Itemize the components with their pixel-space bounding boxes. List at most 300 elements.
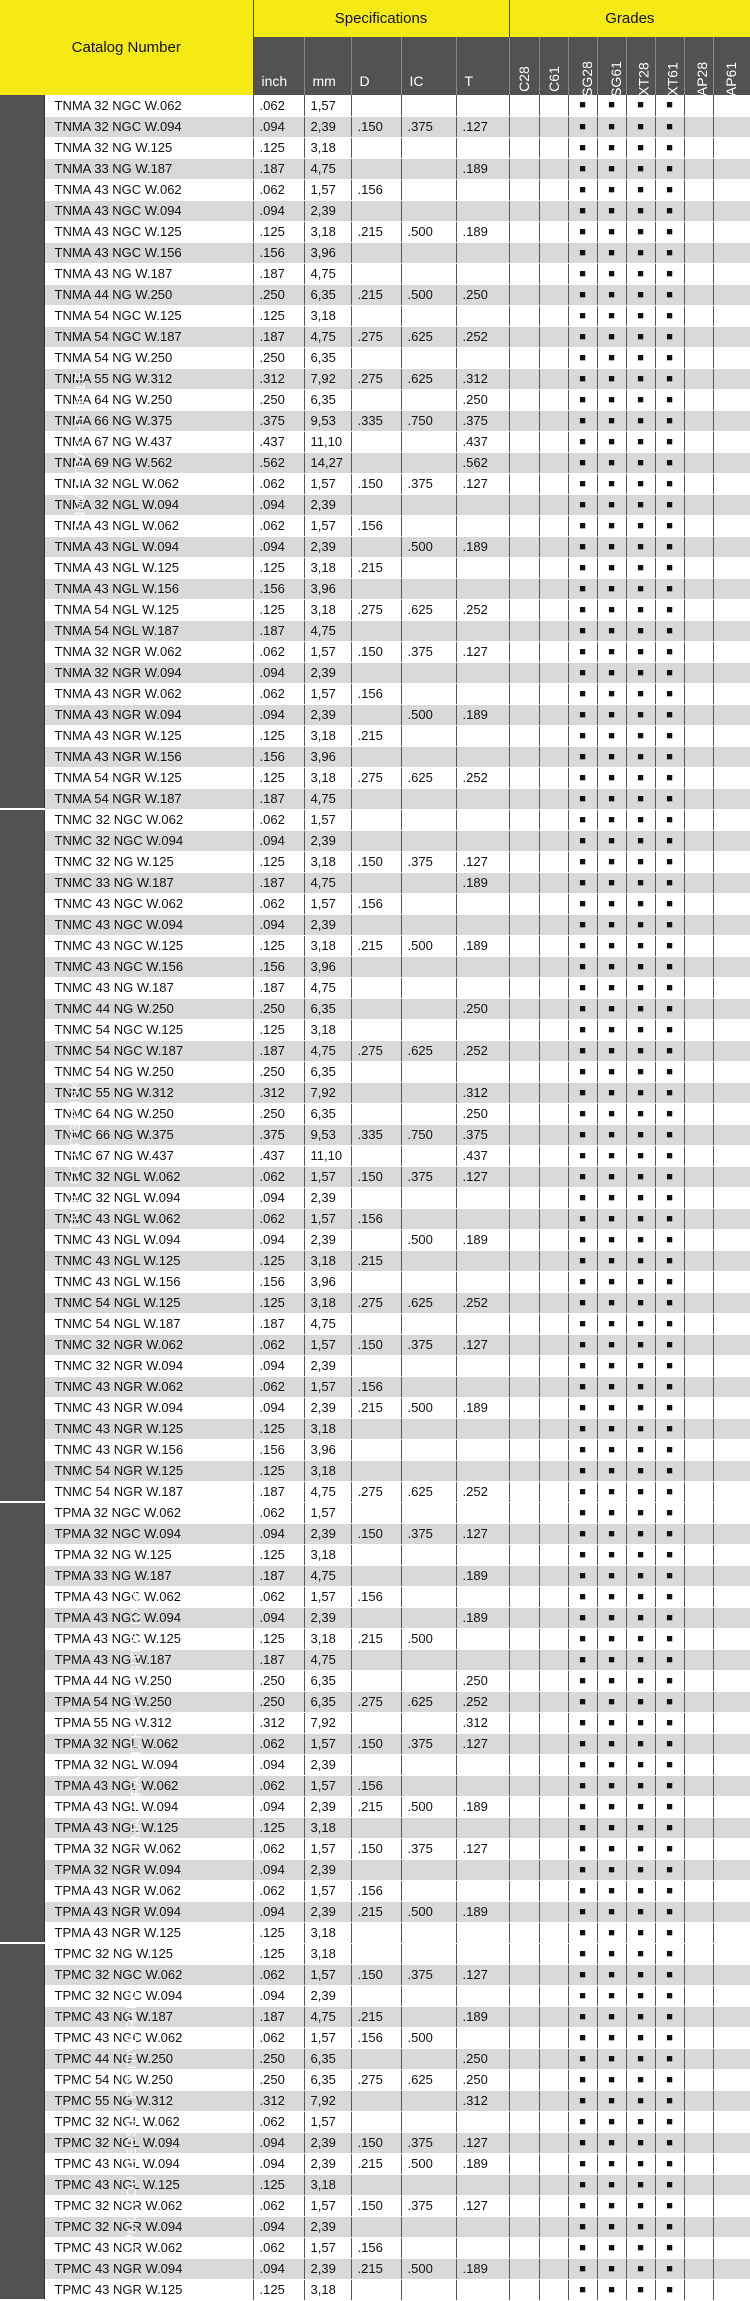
grade-mark-cell — [539, 1859, 568, 1880]
grade-mark-cell: ■ — [626, 2258, 655, 2279]
inch-cell: .094 — [253, 2132, 304, 2153]
grade-mark-cell: ■ — [568, 179, 597, 200]
ic-cell — [401, 2090, 456, 2111]
table-row — [0, 1754, 750, 1775]
ic-cell — [401, 956, 456, 977]
t-cell: .312 — [456, 1712, 509, 1733]
grade-mark-cell: ■ — [626, 599, 655, 620]
grade-mark-cell — [713, 830, 750, 851]
grade-mark-cell: ■ — [626, 830, 655, 851]
grade-mark-cell: ■ — [568, 914, 597, 935]
grade-mark-cell — [684, 1880, 713, 1901]
d-cell — [351, 431, 401, 452]
grade-mark-cell: ■ — [655, 1103, 684, 1124]
d-cell — [351, 452, 401, 473]
table-row — [0, 1355, 750, 1376]
grade-mark-cell — [684, 2174, 713, 2195]
table-row — [0, 158, 750, 179]
grade-mark-cell: ■ — [568, 893, 597, 914]
catalog-number-cell: TPMC 43 NG W.187 — [44, 2006, 253, 2027]
grade-mark-cell: ■ — [597, 1019, 626, 1040]
grade-mark-cell: ■ — [655, 1649, 684, 1670]
mm-cell: 6,35 — [304, 1061, 351, 1082]
grade-mark-cell — [539, 389, 568, 410]
grade-mark-cell: ■ — [655, 893, 684, 914]
table-header — [0, 0, 750, 95]
ic-cell — [401, 1082, 456, 1103]
inch-cell: .062 — [253, 683, 304, 704]
grade-mark-cell — [509, 1712, 539, 1733]
d-cell — [351, 2216, 401, 2237]
t-cell: .250 — [456, 2048, 509, 2069]
inch-cell: .187 — [253, 1040, 304, 1061]
t-cell: .250 — [456, 284, 509, 305]
inch-cell: .062 — [253, 1166, 304, 1187]
grade-mark-cell: ■ — [655, 1124, 684, 1145]
ic-cell — [401, 2237, 456, 2258]
catalog-number-cell: TPMA 43 NGC W.062 — [44, 1586, 253, 1607]
table-row — [0, 1838, 750, 1859]
grade-mark-cell — [713, 1355, 750, 1376]
t-cell — [456, 347, 509, 368]
grade-mark-cell — [713, 389, 750, 410]
inch-cell: .187 — [253, 1313, 304, 1334]
inch-cell: .094 — [253, 1859, 304, 1880]
grade-mark-cell: ■ — [655, 1901, 684, 1922]
grade-mark-cell — [509, 1187, 539, 1208]
grade-mark-cell: ■ — [568, 2279, 597, 2300]
grade-mark-cell: ■ — [626, 1187, 655, 1208]
grade-mark-cell — [713, 221, 750, 242]
grade-mark-cell: ■ — [597, 2237, 626, 2258]
catalog-number-cell: TPMC 43 NGR W.062 — [44, 2237, 253, 2258]
mm-cell: 1,57 — [304, 1880, 351, 1901]
grade-mark-cell — [539, 2174, 568, 2195]
grade-mark-cell: ■ — [655, 872, 684, 893]
grade-col-label: C28 — [516, 66, 533, 92]
t-cell — [456, 494, 509, 515]
grade-mark-cell — [713, 1838, 750, 1859]
grade-mark-cell: ■ — [568, 1208, 597, 1229]
grade-mark-cell: ■ — [655, 2174, 684, 2195]
d-cell — [351, 2090, 401, 2111]
table-row — [0, 1292, 750, 1313]
grade-mark-cell — [713, 1964, 750, 1985]
grade-mark-cell: ■ — [626, 305, 655, 326]
d-cell: .275 — [351, 2069, 401, 2090]
t-cell — [456, 746, 509, 767]
ic-cell — [401, 788, 456, 809]
table-row — [0, 284, 750, 305]
grade-mark-cell — [509, 1754, 539, 1775]
grade-mark-cell — [713, 1817, 750, 1838]
grade-mark-cell: ■ — [597, 830, 626, 851]
grade-mark-cell — [539, 1439, 568, 1460]
grade-mark-cell — [713, 1523, 750, 1544]
grade-mark-cell — [713, 116, 750, 137]
grade-mark-cell: ■ — [626, 242, 655, 263]
catalog-number-cell: TPMA 43 NG W.187 — [44, 1649, 253, 1670]
inch-cell: .125 — [253, 1544, 304, 1565]
grade-mark-cell — [684, 746, 713, 767]
grade-mark-cell — [713, 1292, 750, 1313]
catalog-number-cell: TNMC 54 NGL W.187 — [44, 1313, 253, 1334]
t-cell — [456, 1376, 509, 1397]
grade-mark-cell — [539, 1187, 568, 1208]
grade-mark-cell: ■ — [626, 704, 655, 725]
ic-cell — [401, 1649, 456, 1670]
ic-cell — [401, 683, 456, 704]
grade-mark-cell — [509, 431, 539, 452]
grade-mark-cell: ■ — [655, 2258, 684, 2279]
grade-mark-cell: ■ — [568, 767, 597, 788]
grade-mark-cell: ■ — [655, 1418, 684, 1439]
d-cell — [351, 914, 401, 935]
grade-mark-cell: ■ — [655, 1229, 684, 1250]
d-cell: .150 — [351, 2132, 401, 2153]
grade-mark-cell — [713, 515, 750, 536]
grade-mark-cell: ■ — [655, 1376, 684, 1397]
ic-cell — [401, 1817, 456, 1838]
grade-mark-cell: ■ — [597, 704, 626, 725]
grade-mark-cell — [509, 1649, 539, 1670]
d-cell — [351, 1712, 401, 1733]
mm-cell: 3,96 — [304, 242, 351, 263]
grade-mark-cell: ■ — [655, 977, 684, 998]
grade-mark-cell: ■ — [626, 1145, 655, 1166]
grade-mark-cell — [509, 1124, 539, 1145]
grade-mark-cell — [509, 158, 539, 179]
grade-mark-cell: ■ — [568, 1901, 597, 1922]
grade-mark-cell — [509, 347, 539, 368]
grade-mark-cell — [684, 683, 713, 704]
grade-mark-cell: ■ — [597, 1523, 626, 1544]
t-cell — [456, 1460, 509, 1481]
catalog-number-cell: TNMC 43 NGL W.125 — [44, 1250, 253, 1271]
mm-cell: 3,96 — [304, 578, 351, 599]
grade-mark-cell — [684, 1313, 713, 1334]
grade-mark-cell: ■ — [597, 599, 626, 620]
t-cell: .250 — [456, 389, 509, 410]
grade-mark-cell: ■ — [568, 305, 597, 326]
catalog-number-cell: TPMA 32 NGL W.094 — [44, 1754, 253, 1775]
grade-mark-cell: ■ — [597, 305, 626, 326]
d-cell — [351, 2111, 401, 2132]
inch-cell: .187 — [253, 158, 304, 179]
d-cell — [351, 1019, 401, 1040]
t-cell: .252 — [456, 326, 509, 347]
d-cell: .156 — [351, 893, 401, 914]
t-cell: .127 — [456, 1334, 509, 1355]
grade-mark-cell: ■ — [655, 1250, 684, 1271]
grade-col-label: XT61 — [664, 62, 681, 96]
ic-cell: .375 — [401, 1964, 456, 1985]
grade-mark-cell — [684, 641, 713, 662]
inch-cell: .062 — [253, 1733, 304, 1754]
catalog-number-cell: TNMC 54 NGR W.125 — [44, 1460, 253, 1481]
grade-mark-cell: ■ — [655, 1040, 684, 1061]
mm-cell: 4,75 — [304, 1040, 351, 1061]
grade-mark-cell — [713, 1250, 750, 1271]
grade-mark-cell: ■ — [655, 830, 684, 851]
inch-cell: .125 — [253, 1418, 304, 1439]
ic-cell: .625 — [401, 1040, 456, 1061]
mm-cell: 7,92 — [304, 2090, 351, 2111]
grade-mark-cell — [713, 1943, 750, 1964]
grade-mark-cell: ■ — [597, 1313, 626, 1334]
grade-mark-cell — [684, 2111, 713, 2132]
grade-mark-cell: ■ — [655, 1082, 684, 1103]
grade-mark-cell — [713, 683, 750, 704]
t-cell: .189 — [456, 1901, 509, 1922]
grade-mark-cell: ■ — [597, 326, 626, 347]
grade-mark-cell: ■ — [597, 1208, 626, 1229]
grade-mark-cell: ■ — [568, 683, 597, 704]
mm-cell: 1,57 — [304, 179, 351, 200]
grade-mark-cell — [684, 284, 713, 305]
grade-mark-cell: ■ — [655, 2069, 684, 2090]
grade-mark-cell — [509, 599, 539, 620]
grade-mark-cell — [684, 452, 713, 473]
grade-mark-cell: ■ — [597, 1607, 626, 1628]
d-cell: .150 — [351, 1334, 401, 1355]
grade-mark-cell: ■ — [597, 578, 626, 599]
grade-mark-cell: ■ — [626, 536, 655, 557]
catalog-number-cell: TNMA 43 NGL W.156 — [44, 578, 253, 599]
grade-mark-cell: ■ — [568, 2006, 597, 2027]
ic-cell — [401, 2216, 456, 2237]
inch-cell: .094 — [253, 200, 304, 221]
grade-mark-cell: ■ — [626, 1985, 655, 2006]
catalog-number-cell: TPMA 33 NG W.187 — [44, 1565, 253, 1586]
grade-mark-cell — [539, 1397, 568, 1418]
t-cell: .127 — [456, 1838, 509, 1859]
ic-cell — [401, 746, 456, 767]
grade-mark-cell — [684, 1040, 713, 1061]
inch-cell: .062 — [253, 1838, 304, 1859]
grade-mark-cell: ■ — [568, 1565, 597, 1586]
mm-cell: 11,10 — [304, 1145, 351, 1166]
grade-col-header — [509, 37, 539, 95]
ic-cell — [401, 1061, 456, 1082]
grade-mark-cell: ■ — [626, 368, 655, 389]
grade-mark-cell: ■ — [568, 2174, 597, 2195]
grade-mark-cell — [684, 1691, 713, 1712]
grade-mark-cell: ■ — [568, 1859, 597, 1880]
t-cell: .312 — [456, 368, 509, 389]
inch-cell: .062 — [253, 515, 304, 536]
grade-mark-cell — [684, 1124, 713, 1145]
d-cell — [351, 998, 401, 1019]
inch-cell: .062 — [253, 893, 304, 914]
grade-mark-cell — [684, 1628, 713, 1649]
ic-cell: .375 — [401, 1523, 456, 1544]
grade-mark-cell: ■ — [655, 620, 684, 641]
grade-mark-cell — [509, 452, 539, 473]
grade-mark-cell: ■ — [597, 2216, 626, 2237]
t-cell: .252 — [456, 1040, 509, 1061]
t-cell: .127 — [456, 2132, 509, 2153]
table-row — [0, 1502, 750, 1523]
grade-mark-cell: ■ — [597, 1061, 626, 1082]
grade-mark-cell — [509, 662, 539, 683]
grade-mark-cell — [684, 956, 713, 977]
inch-cell: .156 — [253, 242, 304, 263]
catalog-number-cell: TPMA 43 NGC W.125 — [44, 1628, 253, 1649]
mm-cell: 3,18 — [304, 2174, 351, 2195]
d-cell — [351, 263, 401, 284]
grade-mark-cell — [509, 1355, 539, 1376]
grade-mark-cell — [684, 893, 713, 914]
grade-mark-cell — [539, 2153, 568, 2174]
inch-cell: .094 — [253, 116, 304, 137]
grade-mark-cell — [509, 137, 539, 158]
grade-mark-cell: ■ — [597, 1922, 626, 1943]
grade-mark-cell: ■ — [597, 1229, 626, 1250]
catalog-number-cell: TNMC 32 NGC W.094 — [44, 830, 253, 851]
grade-mark-cell — [684, 1901, 713, 1922]
grade-mark-cell — [713, 1313, 750, 1334]
grade-mark-cell — [509, 746, 539, 767]
ic-cell: .625 — [401, 326, 456, 347]
grade-mark-cell: ■ — [568, 2090, 597, 2111]
grade-mark-cell: ■ — [597, 2048, 626, 2069]
grade-mark-cell — [713, 1733, 750, 1754]
d-cell — [351, 494, 401, 515]
grade-mark-cell: ■ — [568, 263, 597, 284]
catalog-number-cell: TNMA 54 NGL W.125 — [44, 599, 253, 620]
table-row — [0, 2153, 750, 2174]
grade-mark-cell: ■ — [568, 1313, 597, 1334]
t-cell — [456, 2111, 509, 2132]
table-row — [0, 2216, 750, 2237]
grade-mark-cell — [713, 1397, 750, 1418]
grade-mark-cell: ■ — [568, 1460, 597, 1481]
mm-cell: 1,57 — [304, 473, 351, 494]
grade-mark-cell — [684, 1502, 713, 1523]
grade-mark-cell: ■ — [655, 809, 684, 830]
catalog-number-cell: TNMC 54 NGR W.187 — [44, 1481, 253, 1502]
section-label: TPMC COUNTERSINK POSITIVE RAKE — [122, 1989, 139, 2252]
grade-mark-cell: ■ — [597, 2174, 626, 2195]
grade-mark-cell — [539, 1250, 568, 1271]
grade-mark-cell — [509, 1208, 539, 1229]
grade-mark-cell: ■ — [655, 725, 684, 746]
grade-mark-cell: ■ — [597, 1838, 626, 1859]
grade-mark-cell — [713, 2069, 750, 2090]
inch-cell: .094 — [253, 1607, 304, 1628]
grade-mark-cell — [509, 2090, 539, 2111]
grade-mark-cell: ■ — [626, 1712, 655, 1733]
grade-mark-cell: ■ — [568, 578, 597, 599]
t-cell — [456, 620, 509, 641]
grade-mark-cell: ■ — [568, 1229, 597, 1250]
grade-mark-cell — [509, 725, 539, 746]
t-cell: .252 — [456, 1691, 509, 1712]
mm-cell: 2,39 — [304, 200, 351, 221]
grade-mark-cell — [539, 2006, 568, 2027]
grade-mark-cell: ■ — [597, 1985, 626, 2006]
d-cell — [351, 200, 401, 221]
grade-col-header — [684, 37, 713, 95]
ic-cell: .375 — [401, 1838, 456, 1859]
table-row — [0, 2006, 750, 2027]
ic-cell — [401, 431, 456, 452]
grade-mark-cell: ■ — [655, 1586, 684, 1607]
grade-mark-cell — [539, 620, 568, 641]
grade-mark-cell: ■ — [655, 599, 684, 620]
mm-cell: 3,18 — [304, 1943, 351, 1964]
ic-cell: .625 — [401, 2069, 456, 2090]
grade-mark-cell — [539, 1964, 568, 1985]
grade-mark-cell — [539, 1754, 568, 1775]
grade-mark-cell — [539, 935, 568, 956]
inch-cell: .125 — [253, 1628, 304, 1649]
grade-mark-cell — [713, 1859, 750, 1880]
grade-mark-cell: ■ — [626, 2279, 655, 2300]
table-row — [0, 641, 750, 662]
mm-cell: 2,39 — [304, 2132, 351, 2153]
specifications-label: Specifications — [334, 10, 428, 27]
grade-mark-cell: ■ — [655, 1670, 684, 1691]
catalog-number-cell: TNMA 32 NGR W.062 — [44, 641, 253, 662]
ic-cell — [401, 452, 456, 473]
grade-mark-cell — [539, 788, 568, 809]
d-cell: .156 — [351, 1775, 401, 1796]
d-cell: .275 — [351, 1040, 401, 1061]
d-cell: .215 — [351, 1397, 401, 1418]
grade-mark-cell: ■ — [597, 641, 626, 662]
catalog-number-cell: TPMC 32 NGL W.062 — [44, 2111, 253, 2132]
grade-mark-cell: ■ — [626, 1691, 655, 1712]
ic-cell: .500 — [401, 2153, 456, 2174]
table-row — [0, 389, 750, 410]
mm-cell: 2,39 — [304, 536, 351, 557]
grade-mark-cell: ■ — [626, 116, 655, 137]
mm-cell: 1,57 — [304, 95, 351, 116]
grade-mark-cell: ■ — [655, 662, 684, 683]
grade-mark-cell — [539, 1649, 568, 1670]
table-row — [0, 1061, 750, 1082]
grade-mark-cell — [539, 347, 568, 368]
mm-cell: 6,35 — [304, 2069, 351, 2090]
grade-mark-cell: ■ — [568, 473, 597, 494]
ic-cell: .375 — [401, 851, 456, 872]
grade-mark-cell — [509, 1376, 539, 1397]
t-cell — [456, 2174, 509, 2195]
grade-mark-cell — [539, 1586, 568, 1607]
ic-cell — [401, 620, 456, 641]
grade-mark-cell — [713, 2153, 750, 2174]
grade-mark-cell: ■ — [568, 2048, 597, 2069]
grade-mark-cell — [509, 1460, 539, 1481]
ic-cell: .375 — [401, 641, 456, 662]
d-cell — [351, 1439, 401, 1460]
mm-cell: 4,75 — [304, 158, 351, 179]
d-cell: .275 — [351, 1691, 401, 1712]
mm-cell: 6,35 — [304, 284, 351, 305]
mm-cell: 4,75 — [304, 263, 351, 284]
grade-mark-cell: ■ — [626, 1817, 655, 1838]
d-cell — [351, 1859, 401, 1880]
grade-mark-cell: ■ — [655, 1292, 684, 1313]
grade-mark-cell — [509, 620, 539, 641]
grade-mark-cell: ■ — [626, 389, 655, 410]
spec-col-header: inch — [253, 37, 304, 95]
grade-mark-cell — [713, 1502, 750, 1523]
table-row — [0, 347, 750, 368]
grade-mark-cell: ■ — [597, 725, 626, 746]
